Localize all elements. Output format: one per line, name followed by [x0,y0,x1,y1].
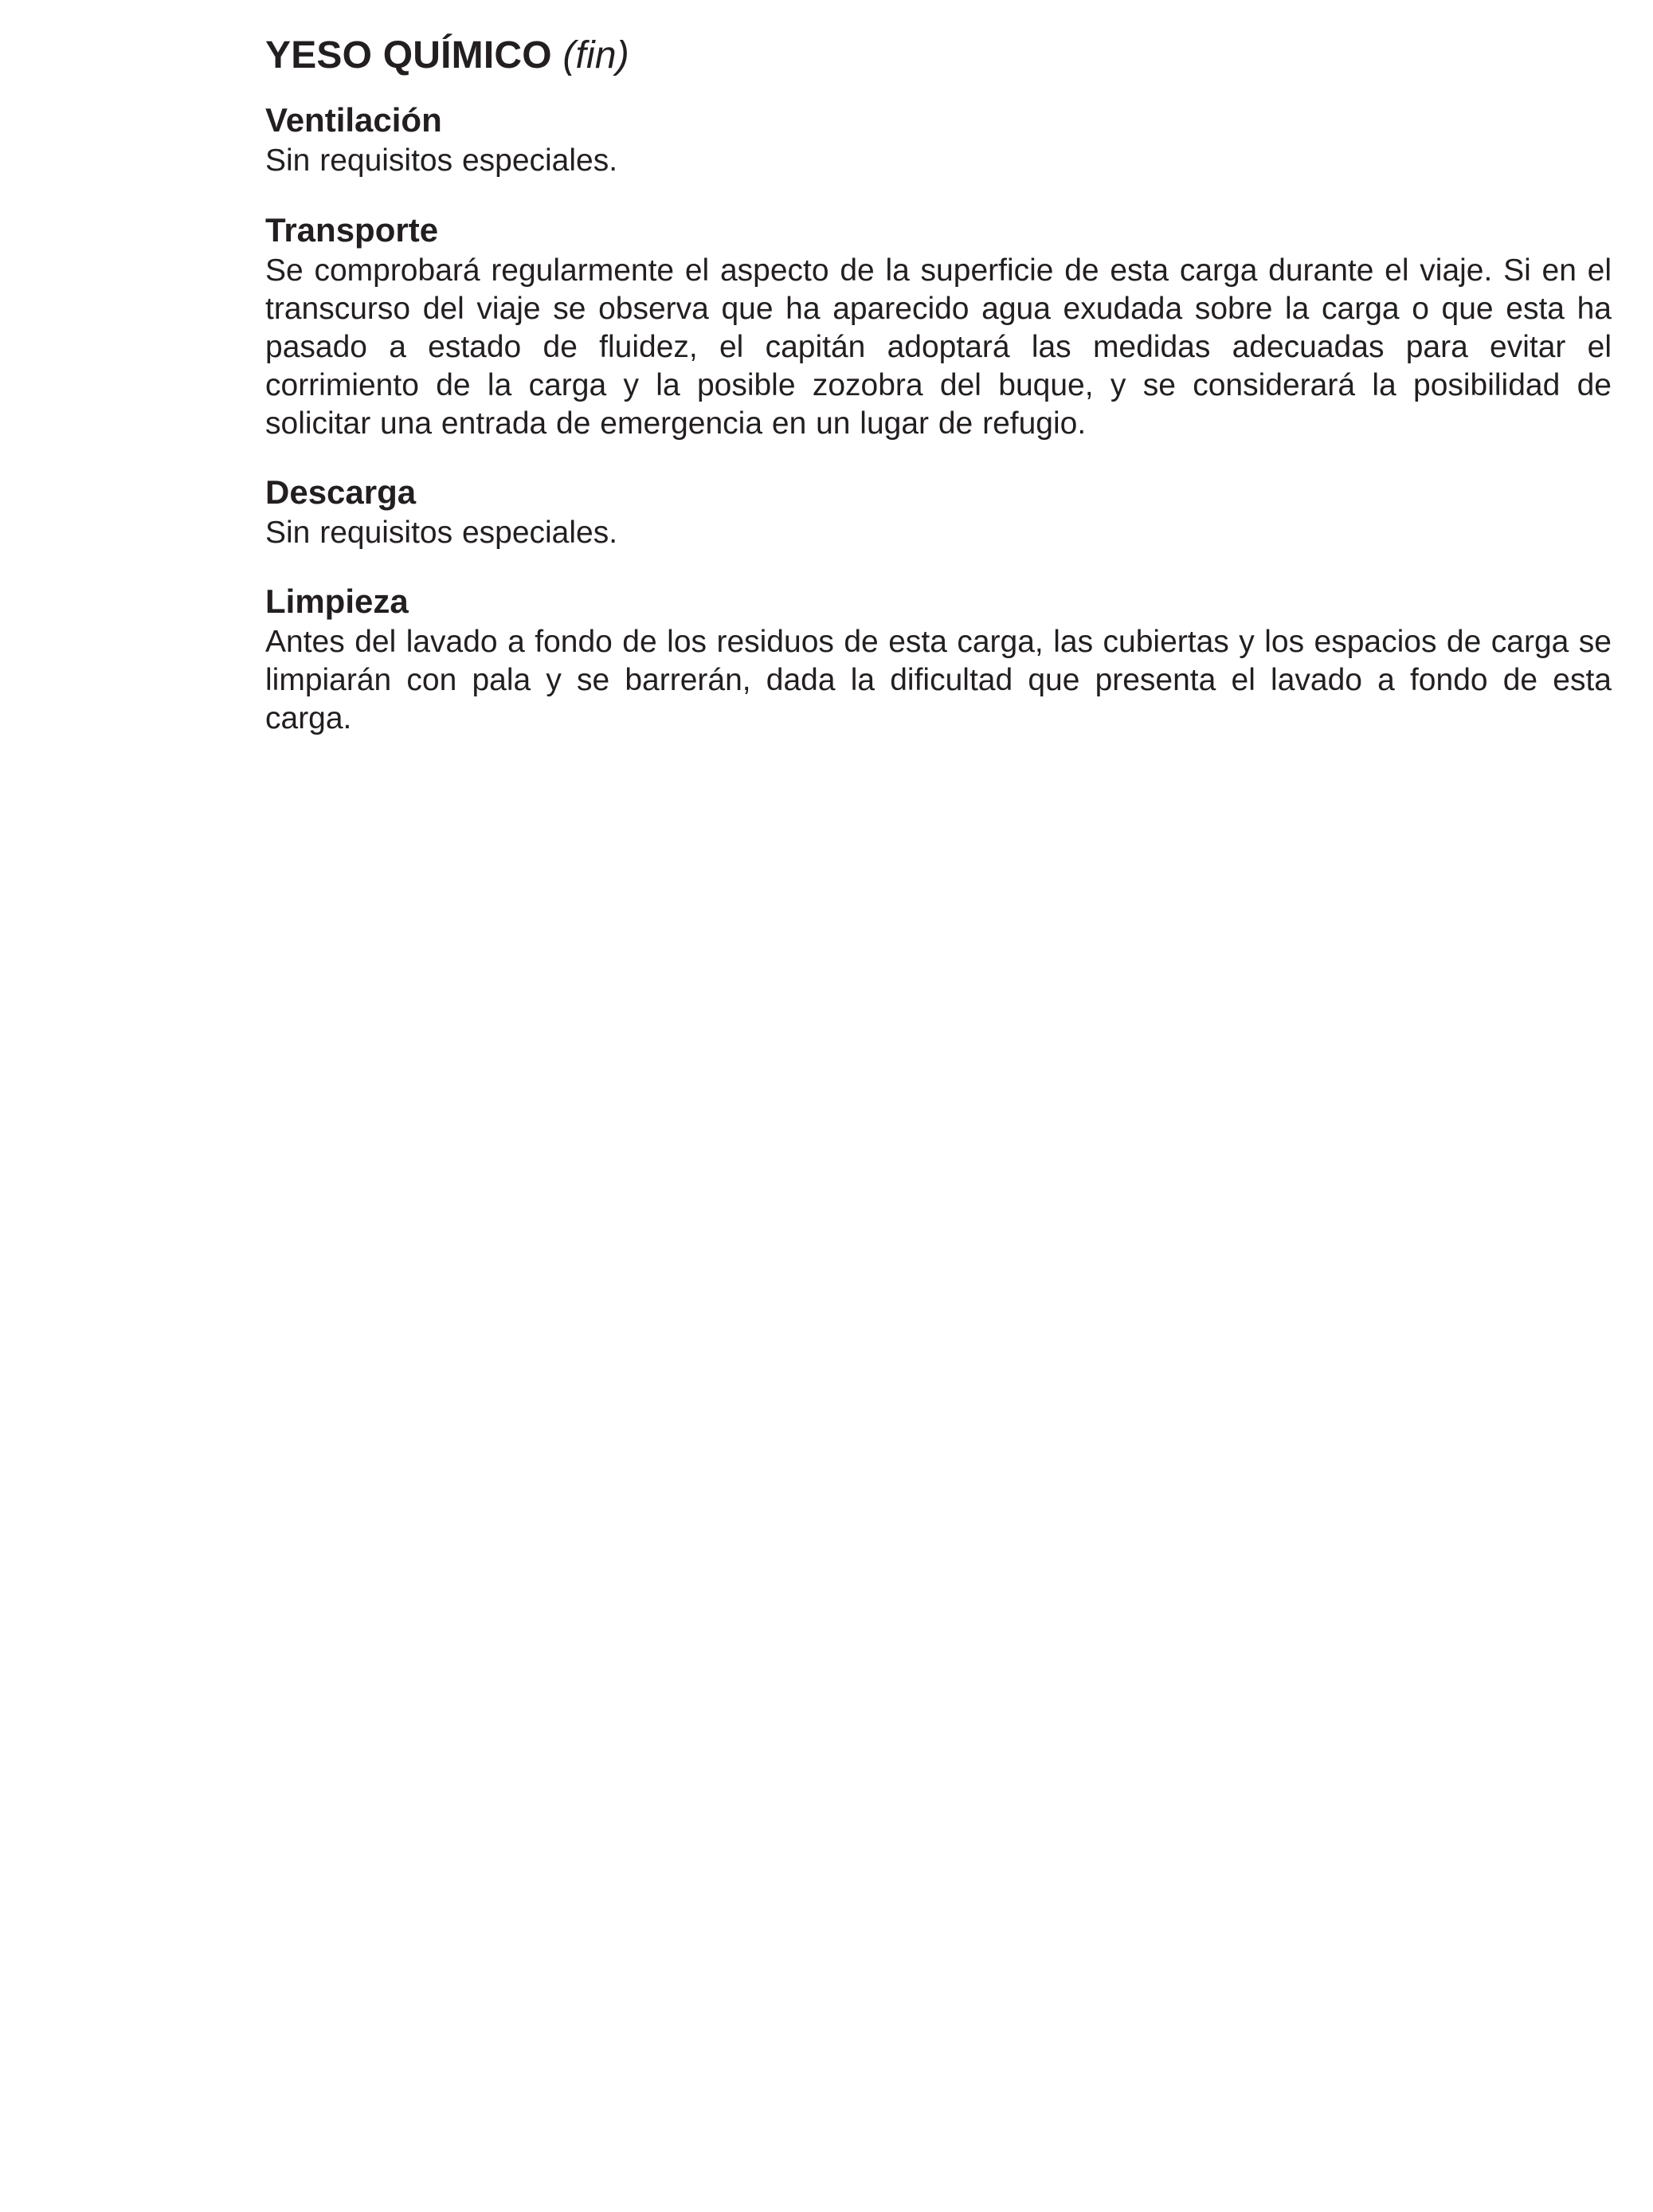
document-page [265,29,1612,738]
section-text: Se comprobará regularmente el aspecto de la superficie de esta carga durante el viaje. Si en el transcurso del viaje se observa que ha aparecido agua exudada sobre la carga o que esta ha pasado a estado de fluidez, el capitán adoptará las medidas adecuadas para evitar el corrimiento de la carga y la posible zozobra del buque, y se considerará la posibilidad de solicitar una entrada de emergencia en un lugar de refugio. [265,253,1612,441]
section-heading: Limpieza [265,582,409,620]
section-text: Antes del lavado a fondo de los residuos de esta carga, las cubiertas y los espacios de carga se limpiarán con pala y se barrerán, dada la dificultad que presenta el lavado a fondo de esta carga. [265,625,1612,735]
document-title [265,29,1612,83]
section-ventilacion [265,99,1612,180]
section-text: Sin requisitos especiales. [265,516,618,550]
section-transporte [265,209,1612,443]
section-heading: Descarga [265,473,417,511]
section-text: Sin requisitos especiales. [265,143,618,178]
document-title-main: YESO QUÍMICO [265,34,552,76]
document-title-continuation: (fin) [562,34,629,76]
section-descarga [265,471,1612,552]
section-heading: Ventilación [265,101,442,139]
section-limpieza [265,580,1612,738]
section-heading: Transporte [265,211,439,249]
